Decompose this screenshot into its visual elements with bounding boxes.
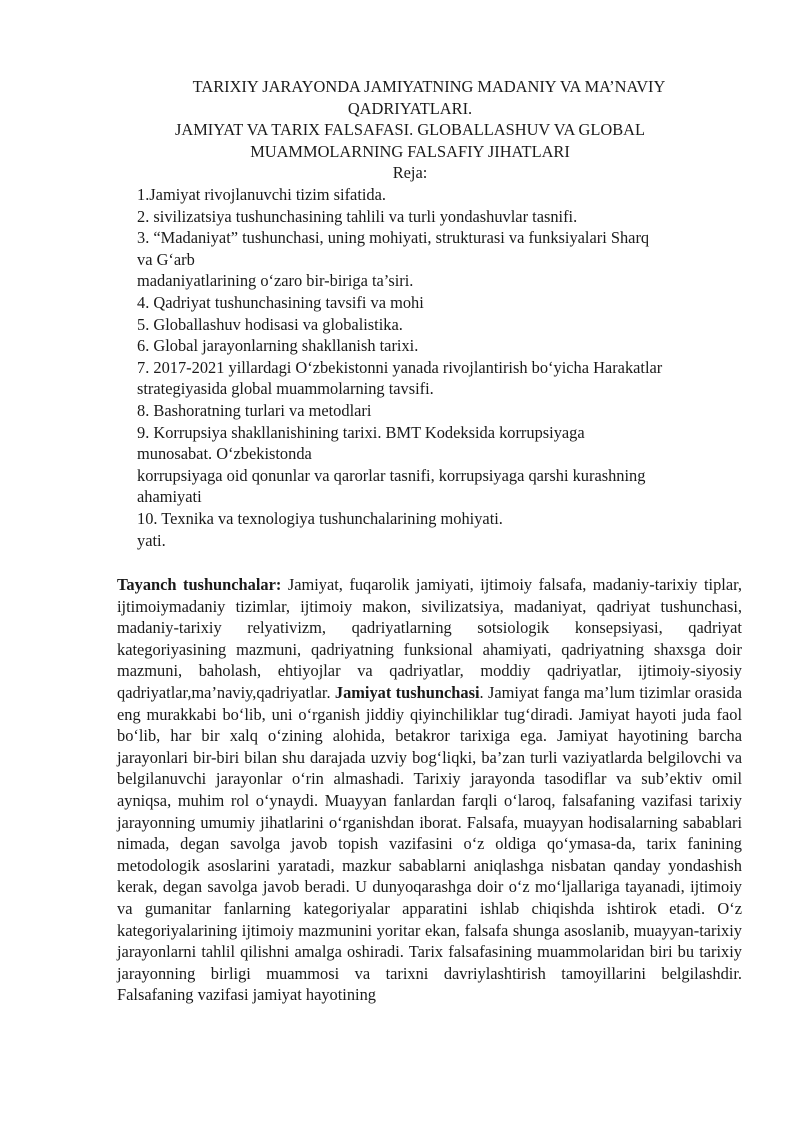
plan-list bbox=[137, 184, 757, 551]
plan-line: 7. 2017-2021 yillardagi O‘zbekistonni yanada rivojlantirish bo‘yicha Harakatlar bbox=[137, 357, 663, 377]
plan-line: 4. Qadriyat tushunchasining tavsifi va mohi bbox=[137, 292, 424, 312]
plan-line: 3. “Madaniyat” tushunchasi, uning mohiyati, strukturasi va funksiyalari Sharq bbox=[137, 228, 650, 248]
plan-line: yati. bbox=[137, 530, 166, 550]
plan-line: 10. Texnika va texnologiya tushunchalarining mohiyati. bbox=[137, 508, 503, 528]
plan-line: 1.Jamiyat rivojlanuvchi tizim sifatida. bbox=[137, 185, 386, 204]
document-title bbox=[120, 76, 700, 184]
body-paragraph bbox=[117, 574, 742, 1006]
plan-line: 6. Global jarayonlarning shakllanish tarixi. bbox=[137, 336, 419, 356]
plan-line: 2. sivilizatsiya tushunchasining tahlili va turli yondashuvlar tasnifi. bbox=[137, 206, 578, 226]
key-terms-text: Jamiyat, fuqarolik jamiyati, ijtimoiy falsafa, madaniy-tarixiy tiplar, ijtimoiymadaniy tizimlar, ijtimoiy makon, sivilizatsiya, madaniyat, qadriyat tushunchasi, madaniy-tarixiy relyativizm, qadriyatlarning sotsiologik konsepsiyasi, qadriyat kategoriyasining mazmuni, qadriyatning funksional ahamiyati, qadriyatning shaxsga doir mazmuni, baholash, ehtiyojlar va qadriyatlar, moddiy qadriyatlar, ijtimoiy-siyosiy qadriyatlar,ma’naviy,qadriyatlar. bbox=[117, 575, 742, 702]
plan-line: strategiyasida global muammolarning tavsifi. bbox=[137, 379, 434, 399]
plan-heading: Reja: bbox=[392, 163, 428, 183]
plan-line: korrupsiyaga oid qonunlar va qarorlar tasnifi, korrupsiyaga qarshi kurashning bbox=[137, 465, 646, 485]
plan-line: 5. Globallashuv hodisasi va globalistika. bbox=[137, 314, 403, 334]
plan-line: ahamiyati bbox=[137, 487, 202, 507]
plan-line: va G‘arb bbox=[137, 249, 195, 269]
plan-line: 8. Bashoratning turlari va metodlari bbox=[137, 400, 372, 420]
plan-line: munosabat. O‘zbekistonda bbox=[137, 444, 312, 464]
plan-line: 9. Korrupsiya shakllanishining tarixi. BMT Kodeksida korrupsiyaga bbox=[137, 422, 585, 442]
plan-line: madaniyatlarining o‘zaro bir-biriga ta’siri. bbox=[137, 271, 414, 291]
society-label: Jamiyat tushunchasi bbox=[334, 682, 480, 702]
title-line-4: MUAMMOLARNING FALSAFIY JIHATLARI bbox=[250, 141, 570, 161]
title-line-3: JAMIYAT VA TARIX FALSAFASI. GLOBALLASHUV VA GLOBAL bbox=[175, 120, 645, 140]
key-terms-label: Tayanch tushunchalar: bbox=[117, 575, 282, 594]
title-line-2: QADRIYATLARI. bbox=[347, 98, 473, 118]
society-text: . Jamiyat fanga ma’lum tizimlar orasida eng murakkabi bo‘lib, uni o‘rganish jiddiy qiyinchiliklar tug‘diradi. Jamiyat hayoti juda faol bo‘lib, har bir xalq o‘zining alohida, betakror tarixiga ega. Jamiyat hayotining barcha jarayonlari bir-biri bilan shu darajada uzviy bog‘liqki, ba’zan turli vaziyatlarda belgilovchi va belgilanuvchi jarayonlar o‘rin almashadi. Tarixiy jarayonda tasodiflar va sub’ektiv omil ayniqsa, muhim rol o‘ynaydi. Muayyan fanlardan farqli o‘laroq, falsafaning vazifasi tarixiy jarayonning umumiy jihatlarini o‘rganishdan iborat. Falsafa, muayyan hodisalarning sabablari nimada, degan savolga javob topish vazifasini o‘z oldiga qo‘ymasa-da, tarix fanining metodologik asoslarini yaratadi, mazkur sabablarni aniqlashga nisbatan qanday yondashish kerak, degan savolga javob beradi. U dunyoqarashga doir o‘z mo‘ljallariga tayanadi, ijtimoiy va gumanitar fanlarning kategoriyalar apparatini ishlab chiqishda ishtirok etadi. O‘z kategoriyalarining ijtimoiy mazmunini yoritar ekan, falsafa shunga asoslanib, muayyan-tarixiy jarayonlarni tahlil qilishni amalga oshiradi. Tarix falsafasining muammolaridan biri bu tarixiy jarayonning birligi muammosi va tarixni davriylashtirish tamoyillarini belgilashdir. Falsafaning vazifasi jamiyat hayotining bbox=[117, 682, 742, 1005]
title-line-1: TARIXIY JARAYONDA JAMIYATNING MADANIY VA MA’NAVIY bbox=[192, 77, 666, 96]
